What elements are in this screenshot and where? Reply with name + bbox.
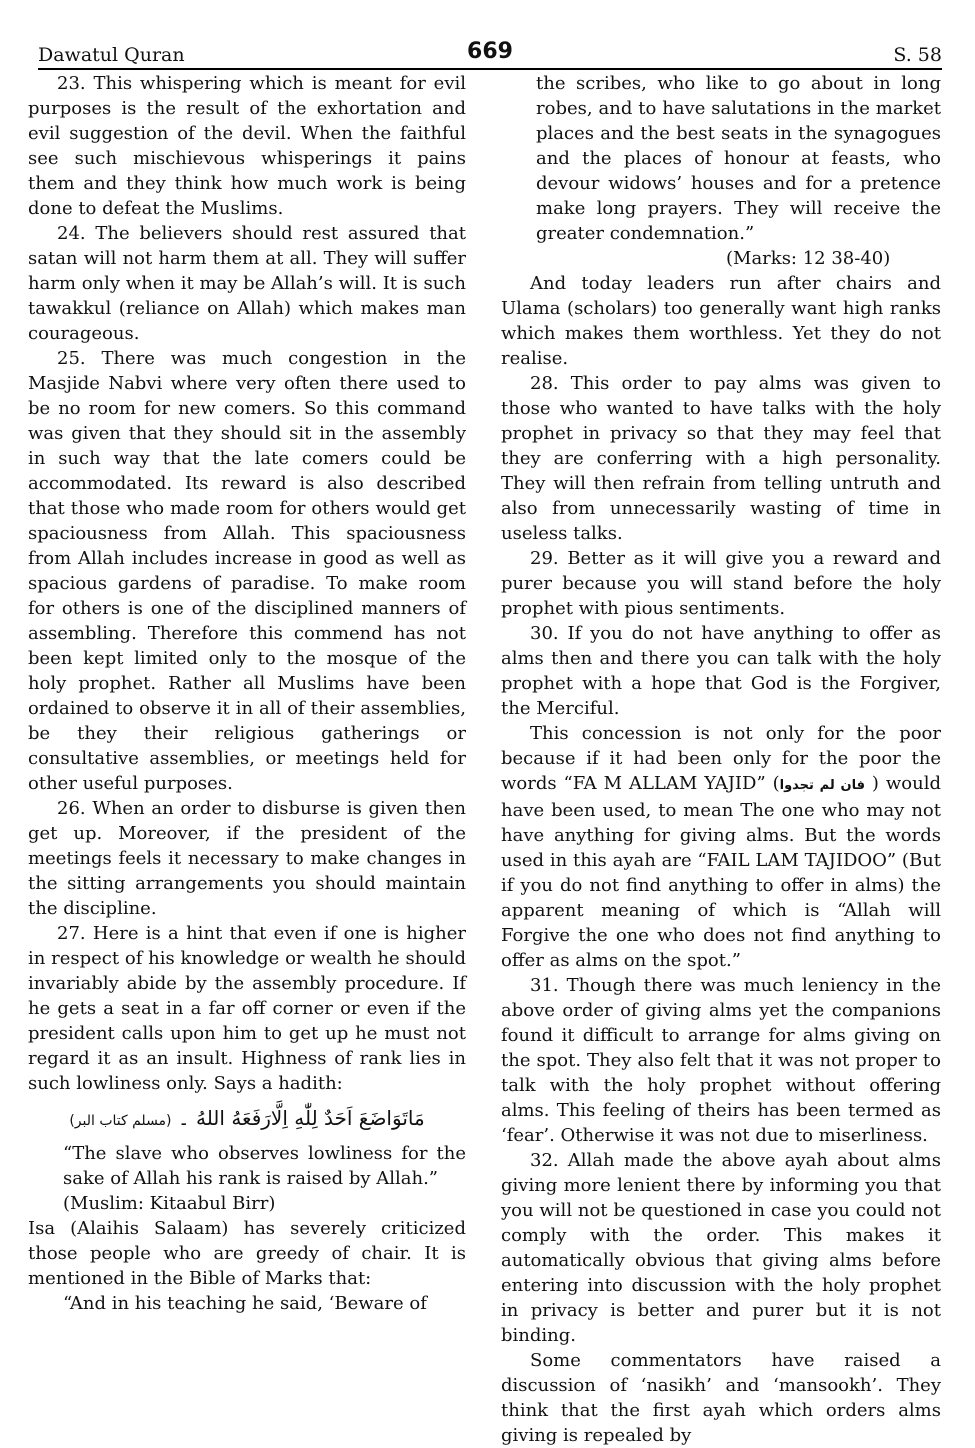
- concession-text-a: This concession is not only for the poor because if it had been only for the poor the words “FA M ALLAM YAJID” (: [501, 723, 941, 794]
- paragraph-25: 25. There was much congestion in the Masjide Nabvi where very often there used to be no room for new comers. So this command was given that they should sit in the assembly in such way that the late comers could be accommodated. Its reward is also described that those who made room for others would get spaciousness from Allah. This spaciousness from Allah includes increase in good as well as spacious gardens of paradise. To make room for others is one of the disciplined manners of assembling. Therefore this commend has not been kept limited only to the mosque of the holy prophet. Rather all Muslims have been ordained to observe it in all of their assemblies, be they their religious gatherings or consultative assemblies, or meetings held for other useful purposes.: [28, 348, 466, 794]
- paragraph-26: 26. When an order to disburse is given then get up. Moreover, if the president of the meetings feels it necessary to make changes in the sitting arrangements you should maintain the discipline.: [28, 798, 466, 919]
- hadith-arabic-text: مَاتَوَاضَعَ اَحَدٌ لِلّٰهِ اِلَّارَفَعَهُ اللهُ ۔: [177, 1106, 425, 1130]
- paragraph-24: 24. The believers should rest assured that satan will not harm them at all. They will suffer harm only when it may be Allah’s will. It is such tawakkul (reliance on Allah) which makes man courageous.: [28, 223, 466, 344]
- paragraph-28: 28. This order to pay alms was given to those who wanted to have talks with the holy prophet in privacy so that they may feel that they are conferring with a high personality. They will then refrain from telling untruth and also from unnecessarily wasting of time in useless talks.: [501, 373, 941, 544]
- paragraph-30: 30. If you do not have anything to offer as alms then and there you can talk with the holy prophet with a hope that God is the Forgiver, the Merciful.: [501, 623, 941, 719]
- paragraph-concession: [501, 721, 941, 973]
- hadith-translation: “The slave who observes lowliness for the sake of Allah his rank is raised by Allah.”: [63, 1143, 466, 1189]
- bible-quote-continued: the scribes, who like to go about in long robes, and to have salutations in the market places and the best seats in the synagogues and the places of honour at feasts, who devour widows’ houses and for a pretence make long prayers. They will receive the greater condemnation.”: [536, 73, 941, 244]
- paragraph-31: 31. Though there was much leniency in the above order of giving alms yet the companions found it difficult to arrange for alms giving on the spot. They also felt that it was not proper to talk with the holy prophet without offering alms. This feeling of theirs has been termed as ‘fear’. Otherwise it was not due to miserliness.: [501, 975, 941, 1146]
- paragraph-isa: Isa (Alaihis Salaam) has severely criticized those people who are greedy of chair. It is mentioned in the Bible of Marks that:: [28, 1218, 466, 1289]
- bible-reference: (Marks: 12 38-40): [726, 248, 891, 269]
- concession-arabic: فان لم تجدوا: [779, 778, 865, 793]
- bible-quote-start: “And in his teaching he said, ‘Beware of: [63, 1293, 427, 1314]
- hadith-arabic-source: (مسلم کتاب البر): [69, 1113, 172, 1129]
- paragraph-leaders: And today leaders run after chairs and Ulama (scholars) too generally want high ranks which makes them worthless. Yet they do not realise.: [501, 273, 941, 369]
- paragraph-commentators: Some commentators have raised a discussion of ‘nasikh’ and ‘mansookh’. They think that the first ayah which orders alms giving is repealed by: [501, 1350, 941, 1446]
- concession-text-b: ) would have been used, to mean The one who may not have anything for giving alms. But the words used in this ayah are “FAIL LAM TAJIDOO” (But if you do not find anything to offer in alms) the apparent meaning of which is “Allah will Forgive the one who does not find anything to offer as alms on the spot.”: [501, 773, 941, 971]
- paragraph-27: 27. Here is a hint that even if one is higher in respect of his knowledge or wealth he should invariably abide by the assembly procedure. If he gets a seat in a far off corner or even if the president calls upon him to get up he must not regard it as an insult. Highness of rank lies in such lowliness only. Says a hadith:: [28, 923, 466, 1094]
- book-title: Dawatul Quran: [38, 44, 185, 66]
- hadith-reference: (Muslim: Kitaabul Birr): [63, 1193, 276, 1214]
- surah-number: S. 58: [893, 44, 942, 66]
- paragraph-23: 23. This whispering which is meant for evil purposes is the result of the exhortation and evil suggestion of the devil. When the faithful see such mischievous whisperings it pains them and they think how much work is being done to defeat the Muslims.: [28, 73, 466, 219]
- hadith-arabic: [28, 1100, 466, 1139]
- page-header: [38, 38, 942, 70]
- paragraph-29: 29. Better as it will give you a reward and purer because you will stand before the holy prophet with pious sentiments.: [501, 548, 941, 619]
- page-number: 669: [467, 39, 513, 64]
- paragraph-32: 32. Allah made the above ayah about alms giving more lenient there by informing you that you will not be questioned in case you could not comply with the order. This makes it automatically obvious that giving alms before entering into discussion with the holy prophet in privacy is better and purer but it is not binding.: [501, 1150, 941, 1346]
- left-column: [28, 71, 466, 1316]
- right-column: [501, 71, 941, 1448]
